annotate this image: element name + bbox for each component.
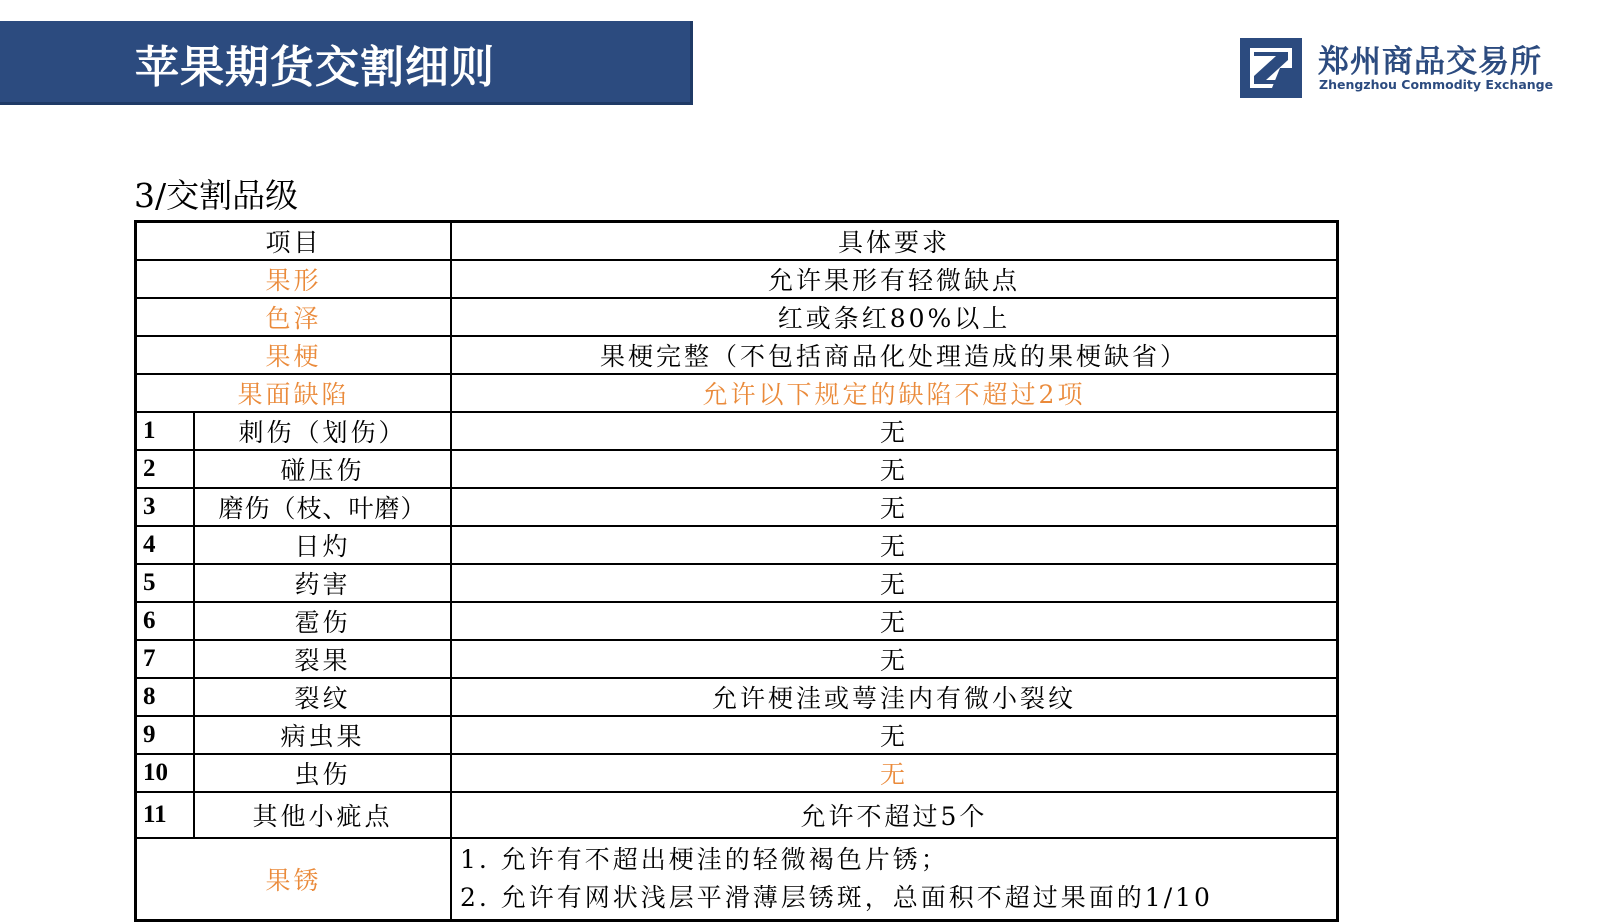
- table-row: [136, 488, 1338, 526]
- table-header-row: [136, 222, 1338, 261]
- row-number: 8: [136, 678, 195, 716]
- row-item: 药害: [194, 564, 451, 602]
- row-requirement: 无: [451, 754, 1338, 792]
- row-requirement: 无: [451, 602, 1338, 640]
- row-item: 其他小疵点: [194, 792, 451, 838]
- table-row: [136, 602, 1338, 640]
- exchange-logo: [1240, 36, 1570, 100]
- table-row: [136, 298, 1338, 336]
- row-requirement: 允许果形有轻微缺点: [451, 260, 1338, 298]
- section-title: 3/交割品级: [134, 176, 299, 215]
- row-number: 4: [136, 526, 195, 564]
- table-row: [136, 450, 1338, 488]
- row-item: 虫伤: [194, 754, 451, 792]
- rust-item: 果锈: [136, 838, 452, 921]
- table-row: [136, 792, 1338, 838]
- row-number: 10: [136, 754, 195, 792]
- table-row: [136, 412, 1338, 450]
- row-item: 裂纹: [194, 678, 451, 716]
- row-requirement: 无: [451, 640, 1338, 678]
- row-number: 11: [136, 792, 195, 838]
- row-requirement: 允许梗洼或萼洼内有微小裂纹: [451, 678, 1338, 716]
- row-item: 磨伤（枝、叶磨）: [194, 488, 451, 526]
- header-requirement: 具体要求: [451, 222, 1338, 261]
- row-item: 碰压伤: [194, 450, 451, 488]
- zce-logo-icon: [1240, 38, 1302, 98]
- row-number: 1: [136, 412, 195, 450]
- row-item: 色泽: [136, 298, 452, 336]
- row-requirement: 红或条红80%以上: [451, 298, 1338, 336]
- rust-requirement: [451, 838, 1338, 921]
- row-number: 6: [136, 602, 195, 640]
- table-row: [136, 678, 1338, 716]
- row-item: 日灼: [194, 526, 451, 564]
- row-requirement: 果梗完整（不包括商品化处理造成的果梗缺省）: [451, 336, 1338, 374]
- row-requirement: 无: [451, 450, 1338, 488]
- row-requirement: 允许不超过5个: [451, 792, 1338, 838]
- header-item: 项目: [136, 222, 452, 261]
- table-row: [136, 260, 1338, 298]
- row-number: 2: [136, 450, 195, 488]
- row-number: 3: [136, 488, 195, 526]
- row-item: 刺伤（划伤）: [194, 412, 451, 450]
- delivery-grade-table: [134, 220, 1339, 922]
- table-row: [136, 526, 1338, 564]
- logo-name-en: Zhengzhou Commodity Exchange: [1319, 77, 1554, 92]
- row-requirement: 无: [451, 412, 1338, 450]
- table-row: [136, 336, 1338, 374]
- row-item: 裂果: [194, 640, 451, 678]
- title-banner: [0, 21, 693, 105]
- page-title: 苹果期货交割细则: [135, 42, 495, 93]
- row-requirement: 无: [451, 564, 1338, 602]
- defects-header-requirement: 允许以下规定的缺陷不超过2项: [451, 374, 1338, 412]
- table-row: [136, 716, 1338, 754]
- rust-row: [136, 838, 1338, 921]
- row-item: 病虫果: [194, 716, 451, 754]
- rust-line-2: 2. 允许有网状浅层平滑薄层锈斑，总面积不超过果面的1/10: [460, 883, 1213, 912]
- table-row: [136, 640, 1338, 678]
- row-number: 5: [136, 564, 195, 602]
- row-number: 9: [136, 716, 195, 754]
- table-row: [136, 564, 1338, 602]
- table-row: [136, 754, 1338, 792]
- rust-line-1: 1. 允许有不超出梗洼的轻微褐色片锈；: [460, 845, 949, 874]
- defects-header-item: 果面缺陷: [136, 374, 452, 412]
- row-requirement: 无: [451, 488, 1338, 526]
- row-number: 7: [136, 640, 195, 678]
- row-requirement: 无: [451, 526, 1338, 564]
- row-item: 果梗: [136, 336, 452, 374]
- row-item: 雹伤: [194, 602, 451, 640]
- row-item: 果形: [136, 260, 452, 298]
- defects-header-row: [136, 374, 1338, 412]
- row-requirement: 无: [451, 716, 1338, 754]
- logo-name-cn: 郑州商品交易所: [1318, 44, 1542, 80]
